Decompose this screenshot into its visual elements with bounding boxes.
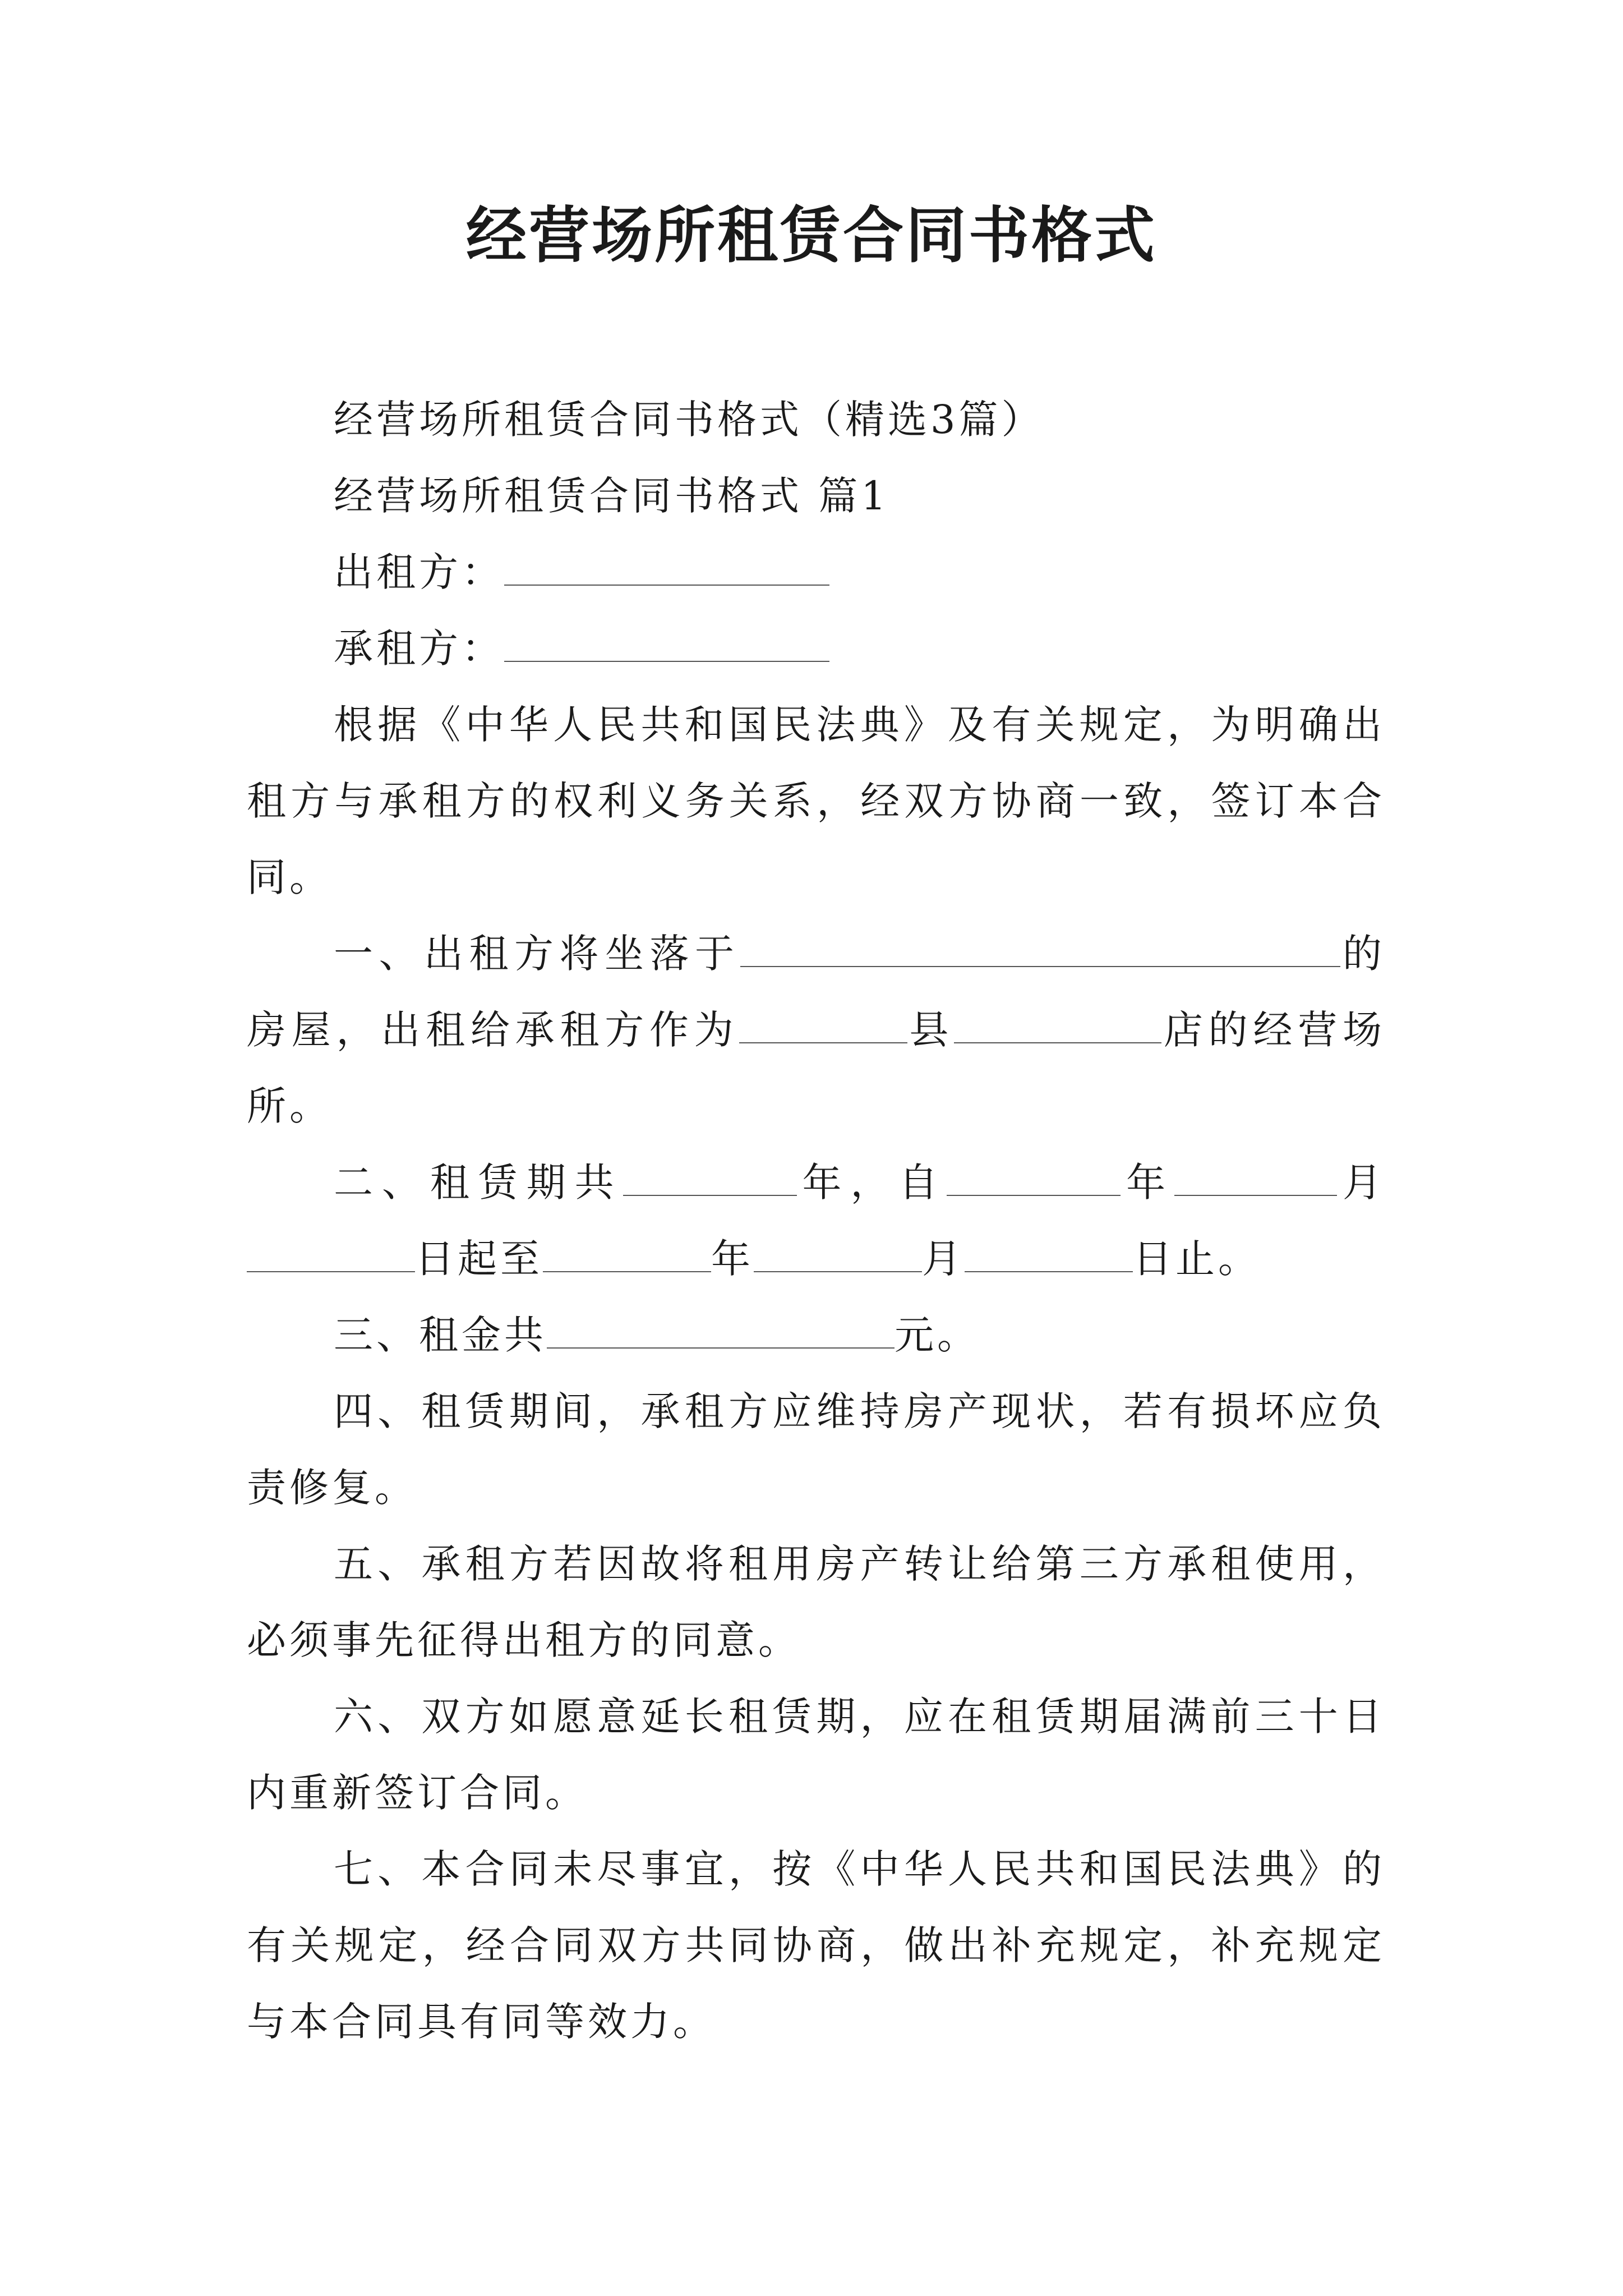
clause-1-text-c: 县 [907,1007,955,1053]
lessor-label: 出租方： [334,549,504,595]
end-year-blank [543,1236,711,1272]
lessor-line [247,534,1385,610]
clause-5: 五、承租方若因故将租用房产转让给第三方承租使用，必须事先征得出租方的同意。 [247,1541,1385,1663]
lessee-line [247,610,1385,687]
clause-2-text-b: 年，自 [796,1159,947,1205]
document-body [247,381,1385,2060]
clause-2-text-f: 年 [711,1236,754,1282]
county-blank [739,1007,907,1043]
end-month-blank [754,1236,922,1272]
lessee-label: 承租方： [334,625,504,671]
lessee-blank [504,626,829,662]
clause-4: 四、租赁期间，承租方应维持房产现状，若有损坏应负责修复。 [247,1388,1385,1511]
subtitle: 经营场所租赁合同书格式（精选3篇） [334,397,1044,443]
clause-1-text-a: 一、出租方将坐落于 [334,931,740,977]
document-title: 经营场所租赁合同书格式 [465,200,1157,271]
term-years-blank [623,1160,797,1196]
clause-7: 七、本合同未尽事宜，按《中华人民共和国民法典》的有关规定，经合同双方共同协商，做出补充规定，补充规定与本合同具有同等效力。 [247,1846,1385,2045]
clause-3 [247,1297,1385,1373]
clause-2-text-a: 二、租赁期共 [334,1159,623,1205]
clause-2 [247,1144,1385,1297]
clause-3-text-b: 元。 [895,1312,980,1358]
clause-2-text-h: 日止。 [1133,1236,1261,1282]
intro-paragraph: 根据《中华人民共和国民法典》及有关规定，为明确出租方与承租方的权利义务关系，经双方协商一致，签订本合同。 [247,702,1385,900]
clause-6: 六、双方如愿意延长租赁期，应在租赁期届满前三十日内重新签订合同。 [247,1694,1385,1816]
clause-1-text-b: 的房屋，出租给承租方作为 [247,931,1385,1053]
rent-amount-blank [547,1313,895,1349]
start-day-blank [247,1236,415,1272]
clause-2-text-d: 月 [1337,1159,1386,1205]
store-blank [954,1007,1161,1043]
section-heading: 经营场所租赁合同书格式 篇1 [334,473,889,519]
clause-2-text-e: 日起至 [415,1236,543,1282]
location-blank [740,931,1340,967]
clause-2-text-c: 年 [1121,1159,1175,1205]
clause-2-text-g: 月 [922,1236,965,1282]
clause-1-text-d: 店的经营场所。 [247,1007,1386,1129]
end-day-blank [965,1236,1133,1272]
clause-3-text-a: 三、租金共 [334,1312,547,1358]
lessor-blank [504,550,829,586]
clause-1 [247,915,1385,1144]
start-month-blank [1174,1160,1337,1196]
start-year-blank [947,1160,1121,1196]
